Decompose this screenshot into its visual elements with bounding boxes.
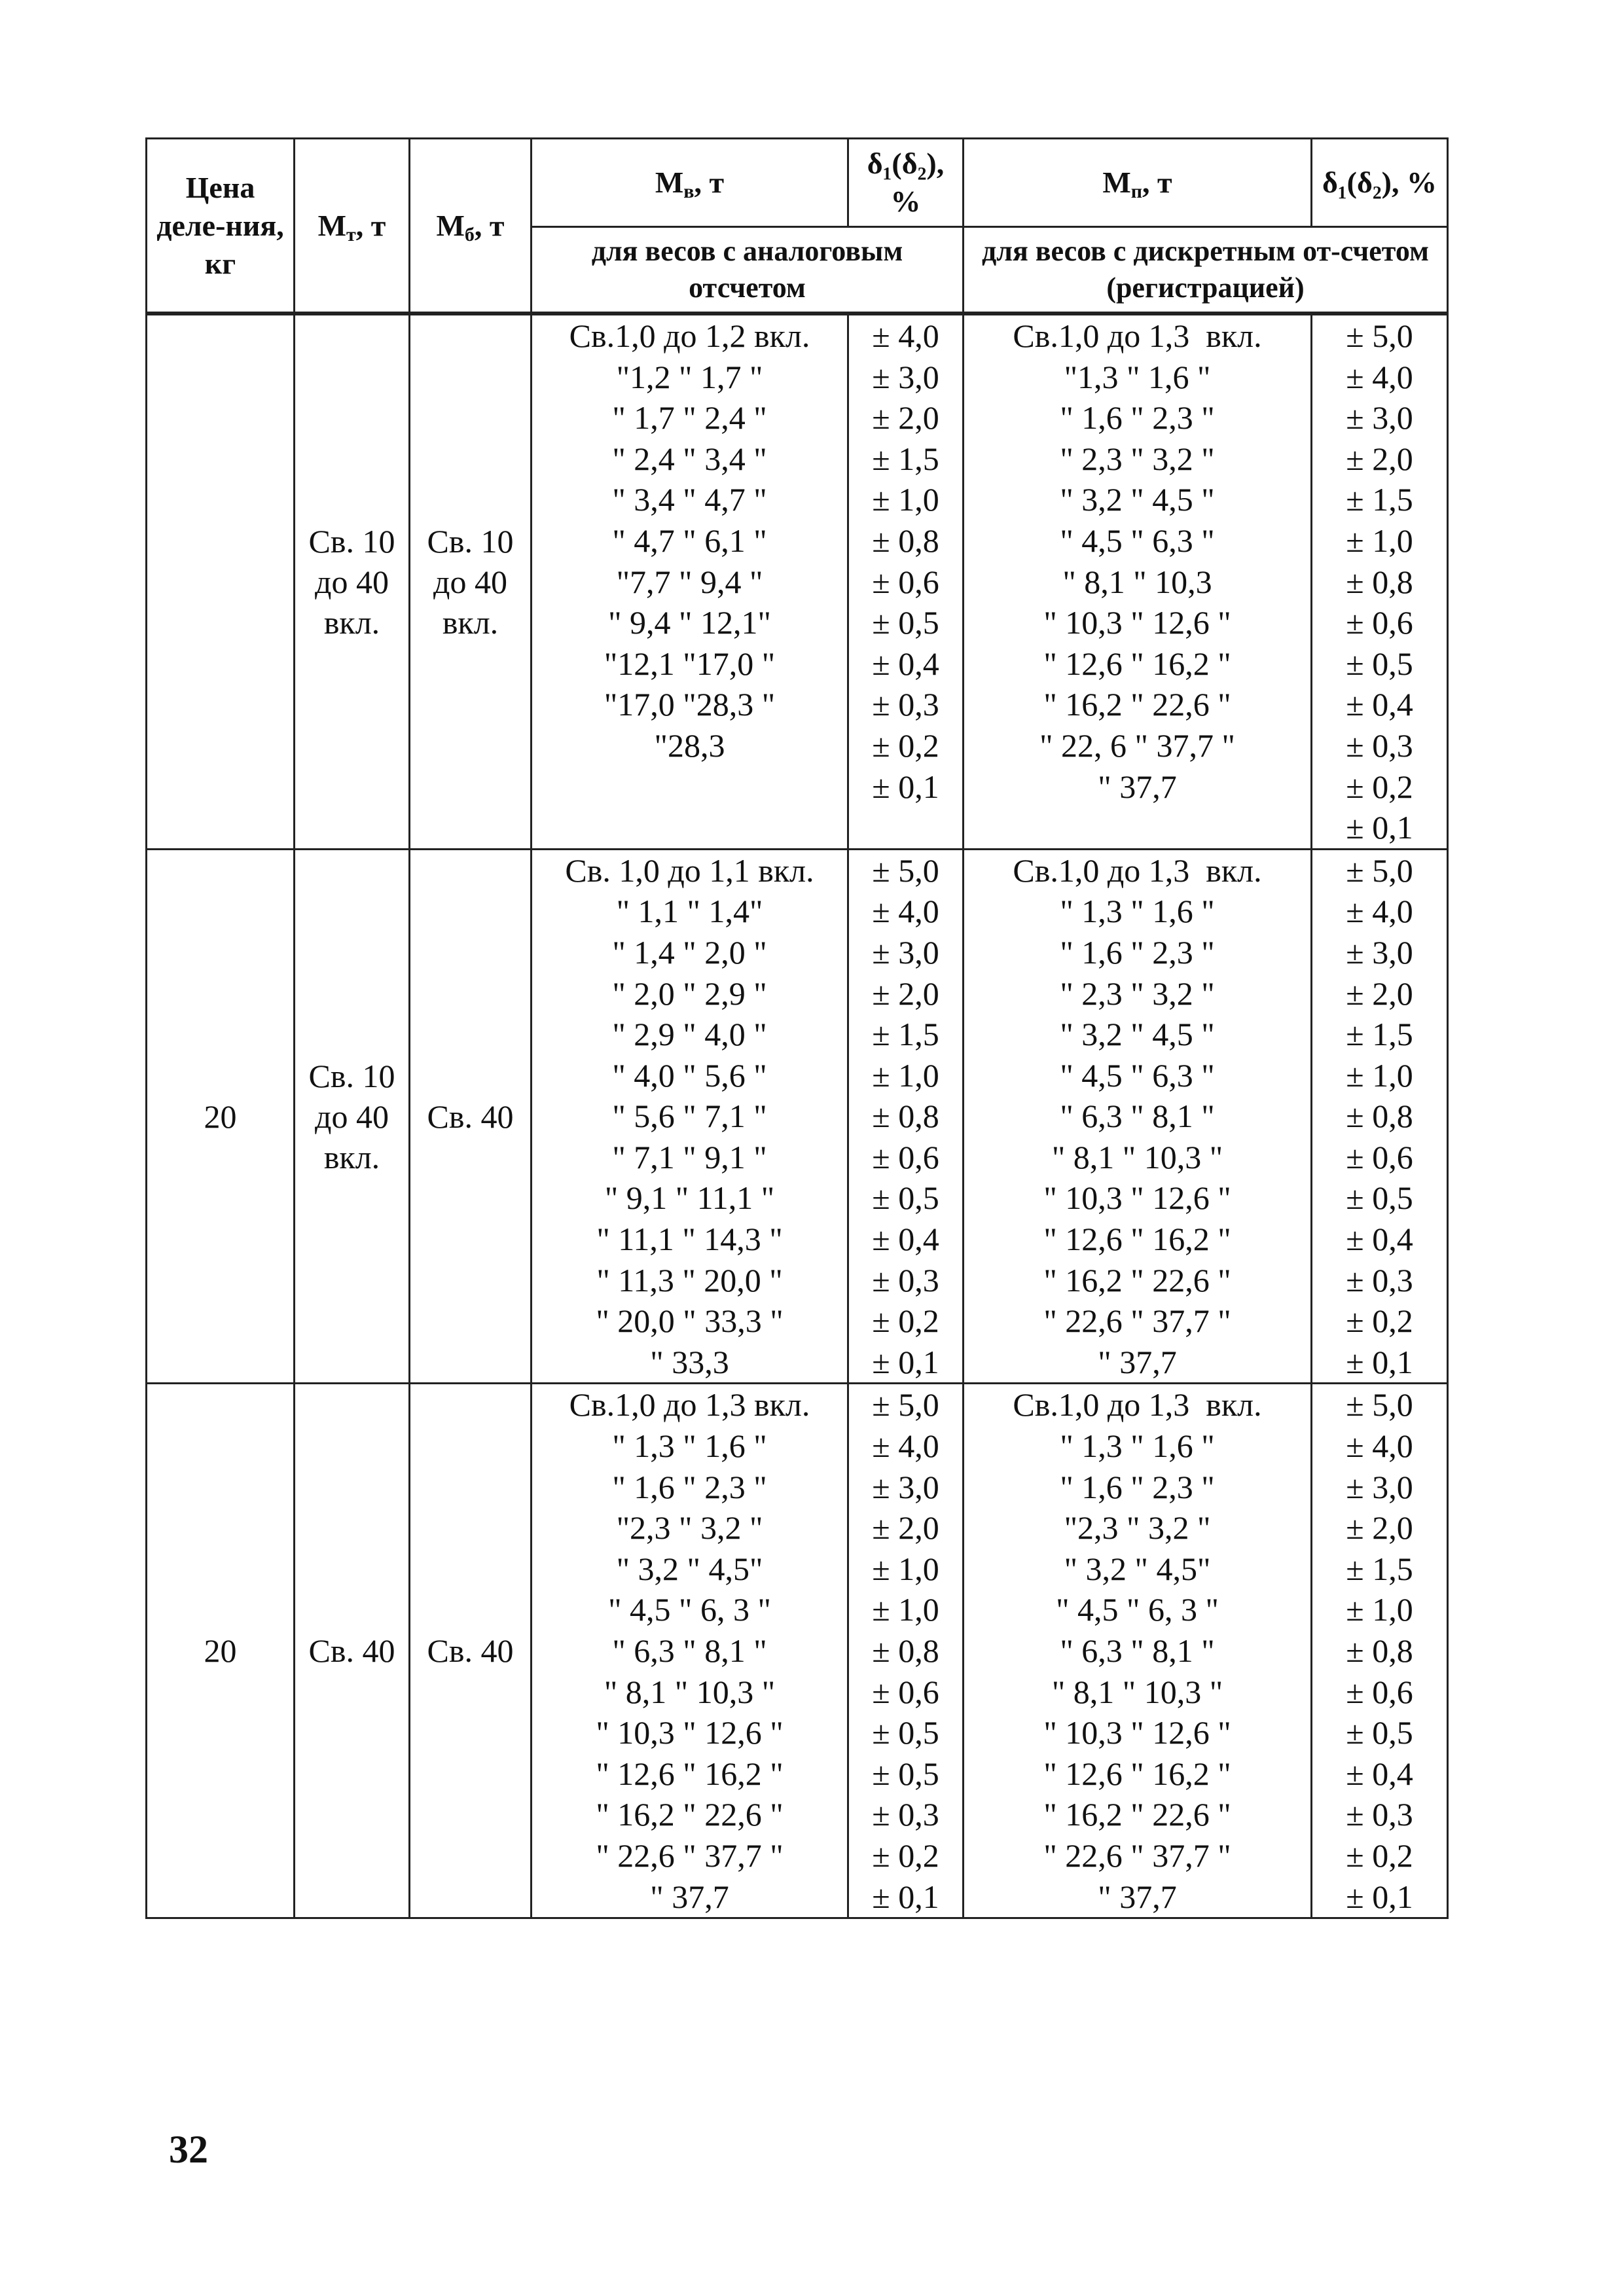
- analog-pct-line: ± 0,8: [872, 522, 939, 559]
- discrete-range-line: " 2,3 " 3,2 ": [1060, 975, 1215, 1012]
- table-body: [147, 315, 1448, 1918]
- analog-pct-line: ± 0,6: [872, 1138, 939, 1175]
- discrete-pct-line: ± 1,5: [1346, 1016, 1413, 1053]
- analog-range-line: " 12,6 " 16,2 ": [596, 1755, 784, 1792]
- analog-pct-line: ± 0,1: [872, 1343, 939, 1380]
- analog-pct-line: ± 1,0: [872, 1591, 939, 1628]
- analog-pct-line: ± 1,5: [872, 1016, 939, 1053]
- discrete-pct-line: ± 2,0: [1346, 975, 1413, 1012]
- analog-range-line: "1,2 " 1,7 ": [616, 358, 763, 395]
- discrete-range-line: " 8,1 " 10,3 ": [1051, 1138, 1223, 1175]
- analog-pct-line: ± 0,1: [872, 1878, 939, 1915]
- analog-range-line: " 16,2 " 22,6 ": [596, 1796, 784, 1833]
- analog-range-line: " 2,4 " 3,4 ": [612, 440, 767, 477]
- discrete-range-line: " 1,3 " 1,6 ": [1060, 893, 1215, 930]
- analog-range-line: " 20,0 " 33,3 ": [596, 1302, 784, 1340]
- discrete-range-line: " 37,7: [1098, 1878, 1177, 1915]
- header-price: Цена деле-ния, кг: [147, 139, 295, 313]
- analog-range-line: "28,3: [654, 726, 725, 764]
- discrete-pct-line: ± 0,6: [1346, 604, 1413, 641]
- discrete-range-line: " 10,3 " 12,6 ": [1043, 1714, 1231, 1751]
- tolerance-table: [145, 137, 1449, 1919]
- discrete-pct-line: ± 3,0: [1346, 1468, 1413, 1505]
- discrete-pct-line: ± 0,4: [1346, 1755, 1413, 1792]
- discrete-range-line: " 8,1 " 10,3 ": [1051, 1673, 1223, 1710]
- discrete-range-line: "2,3 " 3,2 ": [1064, 1509, 1211, 1547]
- analog-pct-line: ± 1,5: [872, 440, 939, 477]
- discrete-range-line: "1,3 " 1,6 ": [1064, 358, 1211, 395]
- discrete-range-line: " 1,6 " 2,3 ": [1060, 933, 1215, 971]
- analog-pct-line: ± 0,1: [872, 768, 939, 805]
- mt-cell: Св. 10 до 40 вкл.: [295, 849, 410, 1384]
- discrete-pct-line: ± 0,5: [1346, 645, 1413, 682]
- analog-ranges-cell: [532, 849, 848, 1384]
- discrete-range-line: " 22,6 " 37,7 ": [1043, 1837, 1231, 1874]
- analog-pct-line: ± 0,2: [872, 726, 939, 764]
- discrete-pct-line: ± 3,0: [1346, 933, 1413, 971]
- discrete-pct-line: ± 0,8: [1346, 563, 1413, 600]
- analog-range-line: "17,0 "28,3 ": [604, 686, 776, 723]
- mt-cell: Св. 10 до 40 вкл.: [295, 315, 410, 850]
- discrete-pct-line: ± 0,8: [1346, 1098, 1413, 1135]
- analog-pct-cell: [848, 315, 964, 850]
- analog-range-line: Св.1,0 до 1,3 вкл.: [569, 1386, 810, 1424]
- page-number: 32: [169, 2128, 208, 2171]
- analog-pct-line: ± 3,0: [872, 358, 939, 395]
- discrete-pct-line: ± 0,3: [1346, 1261, 1413, 1299]
- header-analog-group: для весов с аналоговым отсчетом: [532, 227, 964, 313]
- discrete-range-line: Св.1,0 до 1,3 вкл.: [1013, 317, 1262, 354]
- header-mv: $М_в$, т: [532, 139, 848, 227]
- discrete-range-line: " 12,6 " 16,2 ": [1043, 1755, 1231, 1792]
- analog-range-line: " 11,1 " 14,3 ": [596, 1221, 783, 1258]
- analog-pct-line: ± 0,8: [872, 1098, 939, 1135]
- analog-pct-line: ± 1,0: [872, 1550, 939, 1587]
- analog-pct-line: ± 1,0: [872, 1056, 939, 1094]
- analog-pct-line: ± 0,6: [872, 1673, 939, 1710]
- analog-range-line: " 9,1 " 11,1 ": [604, 1179, 775, 1217]
- discrete-pct-line: ± 0,3: [1346, 1796, 1413, 1833]
- analog-range-line: " 33,3: [650, 1343, 729, 1380]
- discrete-range-line: " 16,2 " 22,6 ": [1043, 1796, 1231, 1833]
- header-delta-discrete: δ₁(δ₂), %: [1312, 139, 1448, 227]
- discrete-range-line: " 10,3 " 12,6 ": [1043, 1179, 1231, 1217]
- discrete-pct-line: ± 2,0: [1346, 440, 1413, 477]
- discrete-pct-line: ± 4,0: [1346, 893, 1413, 930]
- discrete-pct-line: ± 1,5: [1346, 1550, 1413, 1587]
- analog-range-line: " 5,6 " 7,1 ": [612, 1098, 767, 1135]
- mb-cell: Св. 40: [410, 1384, 532, 1918]
- analog-ranges-cell: [532, 1384, 848, 1918]
- header-mb: $М_б$, т: [410, 139, 532, 313]
- analog-pct-line: ± 0,3: [872, 1796, 939, 1833]
- analog-pct-line: ± 0,2: [872, 1302, 939, 1340]
- analog-pct-line: ± 0,5: [872, 1714, 939, 1751]
- discrete-pct-line: ± 0,5: [1346, 1714, 1413, 1751]
- analog-pct-line: ± 0,2: [872, 1837, 939, 1874]
- analog-pct-line: ± 0,6: [872, 563, 939, 600]
- analog-pct-line: ± 4,0: [872, 1427, 939, 1465]
- discrete-pct-line: ± 0,6: [1346, 1138, 1413, 1175]
- discrete-pct-line: ± 1,5: [1346, 481, 1413, 518]
- analog-range-line: " 1,6 " 2,3 ": [612, 1468, 767, 1505]
- analog-pct-line: ± 0,4: [872, 645, 939, 682]
- discrete-pct-line: ± 3,0: [1346, 399, 1413, 437]
- analog-range-line: " 6,3 " 8,1 ": [612, 1632, 767, 1669]
- analog-pct-line: ± 2,0: [872, 399, 939, 437]
- analog-pct-line: ± 0,5: [872, 604, 939, 641]
- analog-pct-line: ± 0,5: [872, 1179, 939, 1217]
- analog-range-line: " 4,5 " 6, 3 ": [608, 1591, 771, 1628]
- discrete-pct-line: ± 0,8: [1346, 1632, 1413, 1669]
- discrete-range-line: " 4,5 " 6,3 ": [1060, 1056, 1215, 1094]
- mt-cell: Св. 40: [295, 1384, 410, 1918]
- discrete-pct-line: ± 1,0: [1346, 522, 1413, 559]
- analog-pct-line: ± 3,0: [872, 933, 939, 971]
- discrete-range-line: " 6,3 " 8,1 ": [1060, 1098, 1215, 1135]
- discrete-pct-line: ± 0,5: [1346, 1179, 1413, 1217]
- analog-pct-line: ± 0,3: [872, 1261, 939, 1299]
- analog-pct-cell: [848, 849, 964, 1384]
- discrete-range-line: " 8,1 " 10,3: [1062, 563, 1212, 600]
- discrete-range-line: " 2,3 " 3,2 ": [1060, 440, 1215, 477]
- mb-cell: Св. 10 до 40 вкл.: [410, 315, 532, 850]
- discrete-pct-line: ± 1,0: [1346, 1056, 1413, 1094]
- discrete-pct-line: ± 0,1: [1346, 809, 1413, 846]
- analog-pct-line: ± 1,0: [872, 481, 939, 518]
- header-discrete-group: для весов с дискретным от-счетом (регистрацией): [964, 227, 1448, 313]
- discrete-pct-line: ± 5,0: [1346, 1386, 1413, 1424]
- discrete-range-line: " 22, 6 " 37,7 ": [1039, 726, 1235, 764]
- analog-pct-line: ± 0,4: [872, 1221, 939, 1258]
- discrete-range-line: " 37,7: [1098, 768, 1177, 805]
- discrete-range-line: " 1,6 " 2,3 ": [1060, 399, 1215, 437]
- discrete-pct-line: ± 0,6: [1346, 1673, 1413, 1710]
- analog-range-line: " 3,2 " 4,5": [616, 1550, 763, 1587]
- analog-range-line: " 37,7: [650, 1878, 729, 1915]
- analog-range-line: Св.1,0 до 1,2 вкл.: [569, 317, 810, 354]
- discrete-range-line: " 3,2 " 4,5 ": [1060, 1016, 1215, 1053]
- table-block: [147, 1384, 1448, 1918]
- discrete-pct-line: ± 4,0: [1346, 1427, 1413, 1465]
- analog-range-line: " 1,4 " 2,0 ": [612, 933, 767, 971]
- discrete-range-line: " 3,2 " 4,5 ": [1060, 481, 1215, 518]
- table-block: [147, 849, 1448, 1384]
- discrete-pct-cell: [1312, 849, 1448, 1384]
- discrete-range-line: " 22,6 " 37,7 ": [1043, 1302, 1231, 1340]
- analog-range-line: " 9,4 " 12,1": [608, 604, 771, 641]
- price-cell: [147, 315, 295, 850]
- analog-ranges-cell: [532, 315, 848, 850]
- analog-range-line: "7,7 " 9,4 ": [616, 563, 763, 600]
- analog-pct-line: ± 4,0: [872, 317, 939, 354]
- discrete-range-line: " 1,6 " 2,3 ": [1060, 1468, 1215, 1505]
- discrete-pct-line: ± 5,0: [1346, 317, 1413, 354]
- discrete-range-line: " 12,6 " 16,2 ": [1043, 645, 1231, 682]
- analog-pct-cell: [848, 1384, 964, 1918]
- analog-range-line: " 2,9 " 4,0 ": [612, 1016, 767, 1053]
- table-block: [147, 315, 1448, 850]
- discrete-pct-line: ± 0,1: [1346, 1343, 1413, 1380]
- analog-range-line: " 10,3 " 12,6 ": [596, 1714, 784, 1751]
- header-mt: $М_т$, т: [295, 139, 410, 313]
- discrete-range-line: " 16,2 " 22,6 ": [1043, 1261, 1231, 1299]
- analog-range-line: " 3,4 " 4,7 ": [612, 481, 767, 518]
- analog-range-line: " 4,7 " 6,1 ": [612, 522, 767, 559]
- header-delta-analog: δ₁(δ₂), %: [848, 139, 964, 227]
- analog-range-line: " 22,6 " 37,7 ": [596, 1837, 784, 1874]
- price-cell: 20: [147, 1384, 295, 1918]
- analog-pct-line: ± 0,3: [872, 686, 939, 723]
- analog-range-line: " 4,0 " 5,6 ": [612, 1056, 767, 1094]
- discrete-pct-line: ± 0,2: [1346, 768, 1413, 805]
- discrete-range-line: " 4,5 " 6, 3 ": [1056, 1591, 1219, 1628]
- discrete-range-line: Св.1,0 до 1,3 вкл.: [1013, 1386, 1262, 1424]
- analog-pct-line: ± 2,0: [872, 975, 939, 1012]
- discrete-range-line: " 6,3 " 8,1 ": [1060, 1632, 1215, 1669]
- analog-pct-line: ± 5,0: [872, 1386, 939, 1424]
- discrete-pct-cell: [1312, 315, 1448, 850]
- discrete-pct-line: ± 0,4: [1346, 686, 1413, 723]
- discrete-pct-line: ± 4,0: [1346, 358, 1413, 395]
- analog-pct-line: ± 0,8: [872, 1632, 939, 1669]
- analog-range-line: Св. 1,0 до 1,1 вкл.: [565, 852, 814, 889]
- discrete-pct-line: ± 0,2: [1346, 1302, 1413, 1340]
- discrete-pct-line: ± 0,2: [1346, 1837, 1413, 1874]
- discrete-pct-line: ± 0,1: [1346, 1878, 1413, 1915]
- analog-range-line: " 11,3 " 20,0 ": [596, 1261, 783, 1299]
- discrete-range-line: Св.1,0 до 1,3 вкл.: [1013, 852, 1262, 889]
- discrete-pct-line: ± 1,0: [1346, 1591, 1413, 1628]
- analog-pct-line: ± 5,0: [872, 852, 939, 889]
- discrete-range-line: " 37,7: [1098, 1343, 1177, 1380]
- discrete-ranges-cell: [964, 1384, 1312, 1918]
- discrete-range-line: " 3,2 " 4,5": [1064, 1550, 1211, 1587]
- discrete-pct-line: ± 2,0: [1346, 1509, 1413, 1547]
- discrete-range-line: " 10,3 " 12,6 ": [1043, 604, 1231, 641]
- discrete-ranges-cell: [964, 315, 1312, 850]
- discrete-range-line: " 12,6 " 16,2 ": [1043, 1221, 1231, 1258]
- header-mp: $М_п$, т: [964, 139, 1312, 227]
- analog-range-line: " 1,7 " 2,4 ": [612, 399, 767, 437]
- discrete-range-line: " 16,2 " 22,6 ": [1043, 686, 1231, 723]
- analog-range-line: " 7,1 " 9,1 ": [612, 1138, 767, 1175]
- discrete-range-line: " 4,5 " 6,3 ": [1060, 522, 1215, 559]
- discrete-range-line: " 1,3 " 1,6 ": [1060, 1427, 1215, 1465]
- mb-cell: Св. 40: [410, 849, 532, 1384]
- discrete-pct-line: ± 5,0: [1346, 852, 1413, 889]
- analog-range-line: "2,3 " 3,2 ": [616, 1509, 763, 1547]
- analog-pct-line: ± 4,0: [872, 893, 939, 930]
- discrete-ranges-cell: [964, 849, 1312, 1384]
- analog-range-line: "12,1 "17,0 ": [604, 645, 776, 682]
- analog-range-line: " 1,3 " 1,6 ": [612, 1427, 767, 1465]
- price-cell: 20: [147, 849, 295, 1384]
- analog-pct-line: ± 0,5: [872, 1755, 939, 1792]
- analog-pct-line: ± 2,0: [872, 1509, 939, 1547]
- analog-pct-line: ± 3,0: [872, 1468, 939, 1505]
- discrete-pct-line: ± 0,4: [1346, 1221, 1413, 1258]
- analog-range-line: " 2,0 " 2,9 ": [612, 975, 767, 1012]
- discrete-pct-line: ± 0,3: [1346, 726, 1413, 764]
- analog-range-line: " 1,1 " 1,4": [616, 893, 763, 930]
- analog-range-line: " 8,1 " 10,3 ": [604, 1673, 776, 1710]
- discrete-pct-cell: [1312, 1384, 1448, 1918]
